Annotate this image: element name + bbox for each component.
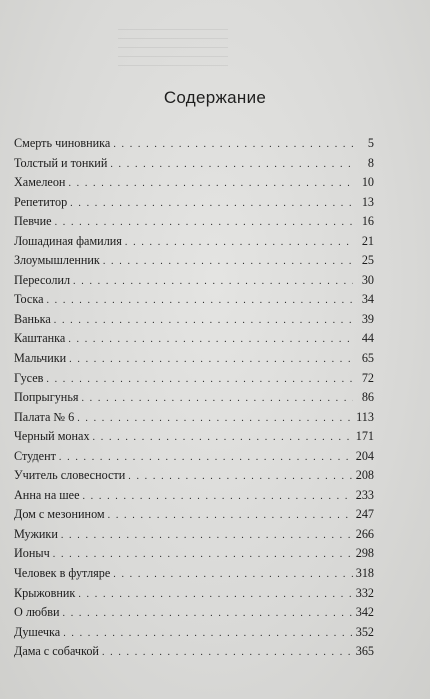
toc-entry: [14, 527, 374, 547]
toc-entry: [14, 312, 374, 332]
toc-entry-page-number: 44: [361, 331, 374, 346]
dot-leader: [54, 315, 353, 326]
toc-entry-page-number: 266: [355, 526, 374, 541]
toc-entry-page-number: 318: [355, 566, 374, 581]
dot-leader: [113, 569, 352, 580]
toc-entry: [14, 292, 374, 312]
toc-entry-page-number: 25: [361, 253, 374, 268]
toc-entry-page-number: 208: [355, 468, 374, 483]
page-title: Содержание: [163, 88, 267, 107]
dot-leader: [61, 530, 353, 541]
toc-entry-title: Дама с собачкой: [14, 644, 99, 659]
dot-leader: [59, 452, 353, 463]
toc-entry-page-number: 21: [361, 233, 374, 248]
dot-leader: [102, 647, 353, 658]
toc-entry: [14, 351, 374, 371]
toc-entry-page-number: 30: [361, 272, 374, 287]
toc-entry: [14, 546, 374, 566]
toc-entry: [14, 136, 374, 156]
dot-leader: [55, 217, 353, 228]
toc-entry-title: Ванька: [14, 311, 51, 326]
toc-entry-page-number: 365: [355, 644, 374, 659]
toc-entry-title: Каштанка: [14, 331, 66, 346]
dot-leader: [68, 178, 353, 189]
toc-entry: [14, 429, 374, 449]
toc-entry: [14, 468, 374, 488]
toc-entry: [14, 195, 374, 215]
toc-entry-page-number: 233: [355, 487, 374, 502]
toc-entry-page-number: 5: [367, 136, 374, 150]
toc-entry-page-number: 10: [361, 175, 374, 190]
toc-entry: [14, 214, 374, 234]
dot-leader: [103, 256, 353, 267]
toc-entry: [14, 371, 374, 391]
table-of-contents: [14, 136, 374, 664]
toc-entry-page-number: 113: [356, 409, 374, 424]
toc-entry-title: Учитель словесности: [14, 468, 126, 483]
toc-entry-title: Попрыгунья: [14, 390, 79, 405]
dot-leader: [68, 334, 353, 345]
dot-leader: [46, 374, 353, 385]
toc-entry: [14, 390, 374, 410]
dot-leader: [53, 549, 353, 560]
dot-leader: [46, 295, 353, 306]
toc-entry-title: Тоска: [14, 292, 44, 307]
toc-entry-title: Злоумышленник: [14, 253, 100, 268]
toc-entry: [14, 625, 374, 645]
toc-entry-title: Хамелеон: [14, 175, 66, 190]
dot-leader: [78, 589, 352, 600]
toc-entry-page-number: 352: [355, 624, 374, 639]
toc-entry-page-number: 8: [367, 155, 374, 170]
toc-entry: [14, 507, 374, 527]
toc-entry-page-number: 332: [355, 585, 374, 600]
toc-entry: [14, 175, 374, 195]
dot-leader: [113, 139, 353, 150]
toc-entry-page-number: 342: [355, 605, 374, 620]
toc-entry: [14, 605, 374, 625]
dot-leader: [82, 491, 352, 502]
dot-leader: [108, 510, 353, 521]
toc-entry: [14, 253, 374, 273]
dot-leader: [77, 413, 353, 424]
toc-entry-title: Ионыч: [14, 546, 50, 561]
toc-entry-title: Дом с мезонином: [14, 507, 105, 522]
toc-entry: [14, 449, 374, 469]
toc-entry-title: Мальчики: [14, 351, 67, 366]
toc-entry-title: Студент: [14, 448, 56, 463]
dot-leader: [69, 354, 353, 365]
toc-entry-title: Певчие: [14, 214, 52, 229]
dot-leader: [125, 237, 353, 248]
dot-leader: [128, 471, 352, 482]
toc-entry-title: Гусев: [14, 370, 44, 385]
dot-leader: [73, 276, 353, 287]
toc-entry-page-number: 72: [361, 370, 374, 385]
toc-entry: [14, 156, 374, 176]
toc-entry: [14, 586, 374, 606]
toc-entry-page-number: 204: [355, 448, 374, 463]
toc-entry-title: Анна на шее: [14, 487, 80, 502]
toc-entry-title: Черный монах: [14, 429, 90, 444]
toc-entry: [14, 234, 374, 254]
toc-entry-page-number: 86: [361, 390, 374, 405]
bleed-through-text: [118, 28, 228, 66]
toc-entry: [14, 273, 374, 293]
toc-entry: [14, 331, 374, 351]
dot-leader: [110, 159, 353, 170]
toc-entry-title: Палата № 6: [14, 409, 75, 424]
toc-entry: [14, 644, 374, 664]
toc-entry: [14, 566, 374, 586]
toc-entry-page-number: 298: [355, 546, 374, 561]
toc-entry-title: Толстый и тонкий: [14, 155, 108, 170]
dot-leader: [70, 198, 353, 209]
toc-entry-title: Пересолил: [14, 272, 71, 287]
toc-entry-page-number: 171: [355, 429, 374, 444]
toc-entry-title: Репетитор: [14, 194, 68, 209]
dot-leader: [81, 393, 353, 404]
toc-entry: [14, 488, 374, 508]
toc-entry-page-number: 39: [361, 311, 374, 326]
dot-leader: [63, 608, 353, 619]
toc-entry-title: Душечка: [14, 624, 61, 639]
toc-entry-title: Мужики: [14, 526, 58, 541]
toc-entry-page-number: 247: [355, 507, 374, 522]
toc-entry-title: Крыжовник: [14, 585, 76, 600]
dot-leader: [93, 432, 353, 443]
toc-entry-title: Лошадиная фамилия: [14, 233, 122, 248]
toc-entry-title: О любви: [14, 605, 60, 620]
toc-entry-page-number: 34: [361, 292, 374, 307]
toc-entry: [14, 410, 374, 430]
toc-entry-page-number: 16: [361, 214, 374, 229]
toc-entry-title: Смерть чиновника: [14, 136, 111, 150]
toc-entry-title: Человек в футляре: [14, 566, 111, 581]
toc-entry-page-number: 13: [361, 194, 374, 209]
toc-entry-page-number: 65: [361, 351, 374, 366]
dot-leader: [63, 628, 353, 639]
